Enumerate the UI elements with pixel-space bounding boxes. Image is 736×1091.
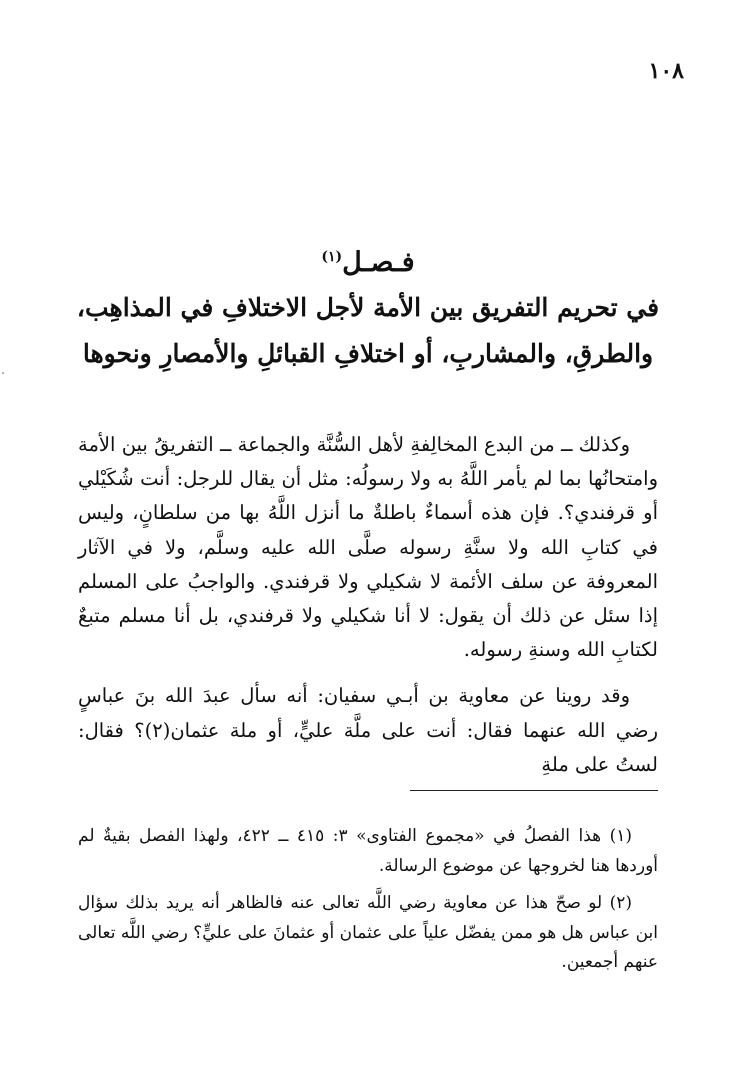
- section-title-text: فـصـل: [342, 247, 415, 278]
- footnotes: [78, 822, 658, 978]
- body-text: [78, 428, 658, 782]
- footnote-ref-1: (١): [321, 249, 343, 265]
- section-heading: [60, 235, 676, 377]
- body-paragraph-2: وقد روينا عن معاوية بن أبـي سفيان: أنه سأل عبدَ الله بنَ عباسٍ رضي الله عنهما فقال: أنت على ملَّة عليٍّ، أو ملة عثمان(٢)؟ فقال: لستُ على ملةِ: [78, 684, 658, 776]
- footnote-1: (١) هذا الفصلُ في «مجموع الفتاوى» ٣: ٤١٥ ــ ٤٢٢، ولهذا الفصل بقيةٌ لم أوردها هنا لخروجها عن موضوع الرسالة.: [78, 826, 658, 876]
- scan-artifact: [2, 372, 4, 374]
- body-paragraph-1: وكذلك ــ من البدع المخالِفةِ لأهل السُّنَّة والجماعة ــ التفريقُ بين الأمة وامتحانُها بما لم يأمر اللَّهُ به ولا رسولُه: مثل أن يقال للرجل: أنت شُكَيْلي أو قرفندي؟. فإن هذه أسماءٌ باطلةٌ ما أنزل اللَّهُ بها من سلطانٍ، وليس في كتابِ الله ولا سنَّةِ رسوله صلَّى الله عليه وسلَّم، ولا في الآثار المعروفة عن سلف الأئمة لا شكيلي ولا قرفندي. والواجبُ على المسلم إذا سئل عن ذلك أن يقول: لا أنا شكيلي ولا قرفندي، بل أنا مسلم متبعٌ لكتابِ الله وسنةِ رسوله.: [78, 433, 658, 662]
- heading-line-2: والطرقِ، والمشاربِ، أو اختلافِ القبائلِ والأمصارِ ونحوها: [82, 339, 654, 368]
- page-number: ١٠٨: [648, 58, 684, 84]
- footnote-divider: [410, 790, 658, 791]
- section-title: [60, 235, 676, 285]
- footnote-2: (٢) لو صحّ هذا عن معاوية رضي اللَّه تعالى عنه فالظاهر أنه يريد بذلك سؤال ابن عباس هل هو ممن يفضّل علياً على عثمان أو عثمانَ على عليٍّ؟ رضي اللَّه تعالى عنهم أجمعين.: [78, 893, 658, 972]
- heading-line-1: في تحريم التفريق بين الأمة لأجل الاختلافِ في المذاهِب،: [76, 293, 660, 322]
